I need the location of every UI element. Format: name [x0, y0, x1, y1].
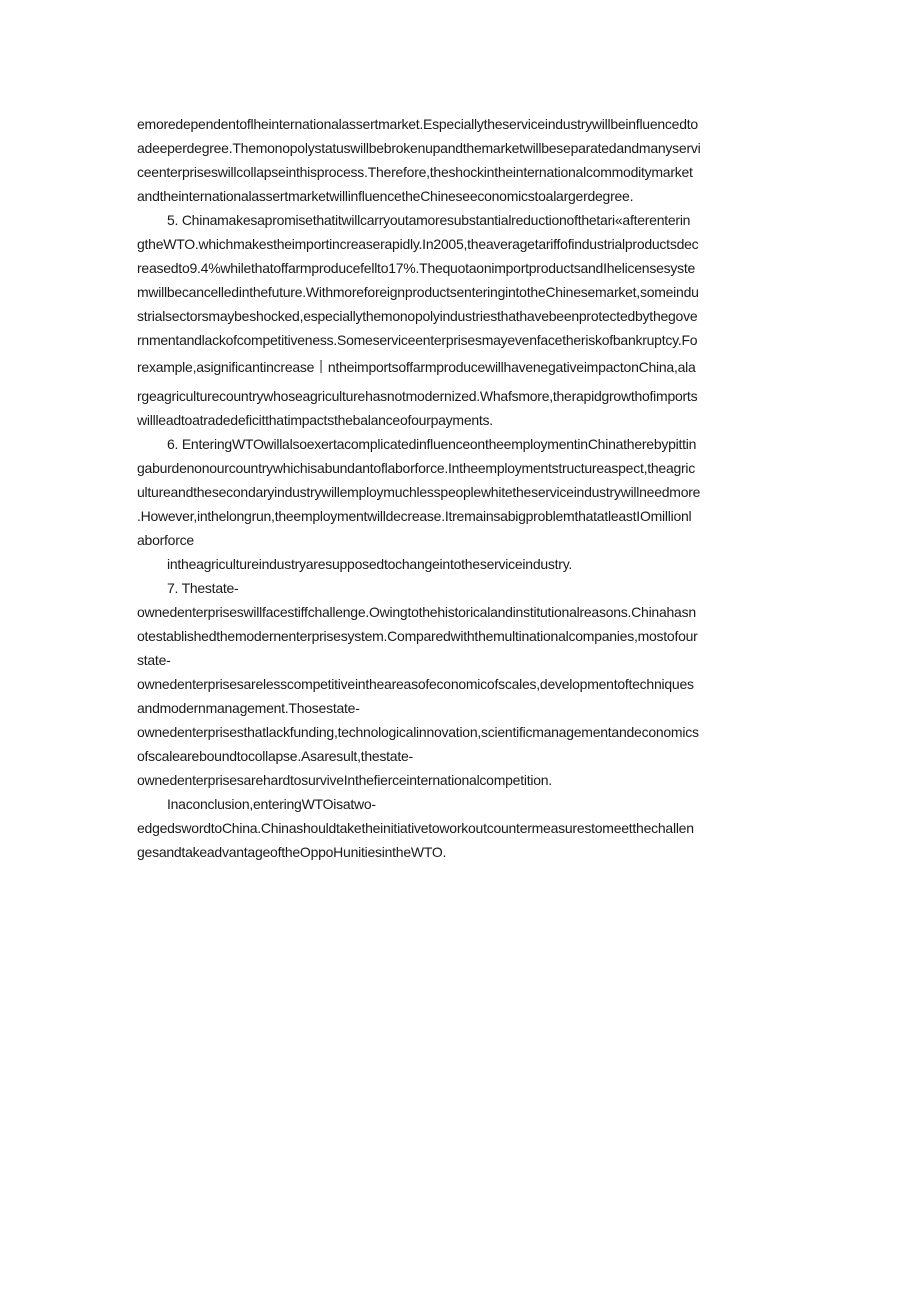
text-line: .However,inthelongrun,theemploymentwilldecrease.ItremainsabigproblemthatatleastIOmillionl	[137, 508, 692, 524]
text-line: state-	[137, 652, 171, 668]
text-line: willleadtoatradedeficitthatimpactsthebalanceofourpayments.	[137, 412, 493, 428]
text-line: ceenterpriseswillcollapseinthisprocess.Therefore,theshockintheinternationalcommoditymarket	[137, 164, 693, 180]
text-line: edgedswordtoChina.Chinashouldtaketheinitiativetoworkoutcountermeasurestomeetthechallen	[137, 820, 694, 836]
text-line: ownedenterprisesthatlackfunding,technologicalinnovation,scientificmanagementandeconomics	[137, 724, 699, 740]
text-line: adeeperdegree.Themonopolystatuswillbebrokenupandthemarketwillbeseparatedandmanyservi	[137, 140, 701, 156]
text-line: gaburdenonourcountrywhichisabundantoflaborforce.Intheemploymentstructureaspect,theagric	[137, 460, 696, 476]
conclusion-first-line: Inaconclusion,enteringWTOisatwo-	[167, 796, 376, 812]
text-line: ownedenterprisesarelesscompetitiveintheareasofeconomicofscales,developmentoftechniques	[137, 676, 694, 692]
text-line: andtheinternationalassertmarketwillinfluencetheChineseeconomicstoalargerdegree.	[137, 188, 634, 204]
text-line: gesandtakeadvantageoftheOppoHunitiesintheWTO.	[137, 844, 447, 860]
text-line: rgeagriculturecountrywhoseagriculturehasnotmodernized.Whafsmore,therapidgrowthofimports	[137, 388, 698, 404]
text-line: rexample,asignificantincrease丨ntheimportsoffarmproducewillhavenegativeimpactonChina,ala	[137, 359, 696, 375]
text-line: gtheWTO.whichmakestheimportincreaserapidly.In2005,theaveragetariffofindustrialproductsdec	[137, 236, 699, 252]
text-line: rnmentandlackofcompetitiveness.Someserviceenterprisesmayevenfacetheriskofbankruptcy.Fo	[137, 332, 698, 348]
text-line: mwillbecancelledinthefuture.WithmoreforeignproductsenteringintotheChinesemarket,someindu	[137, 284, 699, 300]
text-line: strialsectorsmaybeshocked,especiallythemonopolyindustriesthathavebeenprotectedbythegove	[137, 308, 698, 324]
text-line: aborforce	[137, 532, 194, 548]
text-line: ultureandthesecondaryindustrywillemploymuchlesspeoplewhitetheserviceindustrywillneedmore	[137, 484, 701, 500]
text-line: andmodernmanagement.Thosestate-	[137, 700, 360, 716]
text-line: otestablishedthemodernenterprisesystem.Comparedwiththemultinationalcompanies,mostofour	[137, 628, 698, 644]
paragraph-5-first-line: 5. Chinamakesapromisethatitwillcarryoutamoresubstantialreductionofthetari«afterenterin	[167, 212, 691, 228]
text-line: ofscaleareboundtocollapse.Asaresult,thestate-	[137, 748, 413, 764]
paragraph-6-first-line: 6. EnteringWTOwillalsoexertacomplicatedinfluenceontheemploymentinChinatherebypittin	[167, 436, 697, 452]
paragraph-7-first-line: 7. Thestate-	[167, 580, 239, 596]
text-line: intheagricultureindustryaresupposedtochangeintotheserviceindustry.	[167, 556, 573, 572]
text-line: ownedenterprisesarehardtosurviveInthefierceinternationalcompetition.	[137, 772, 552, 788]
text-line: emoredependentoflheinternationalassertmarket.Especiallytheserviceindustrywillbeinfluencedto	[137, 116, 698, 132]
text-line: reasedto9.4%whilethatoffarmproducefellto17%.ThequotaonimportproductsandIhelicensesyste	[137, 260, 696, 276]
text-line: ownedenterpriseswillfacestiffchallenge.Owingtothehistoricalandinstitutionalreasons.Chinahasn	[137, 604, 696, 620]
